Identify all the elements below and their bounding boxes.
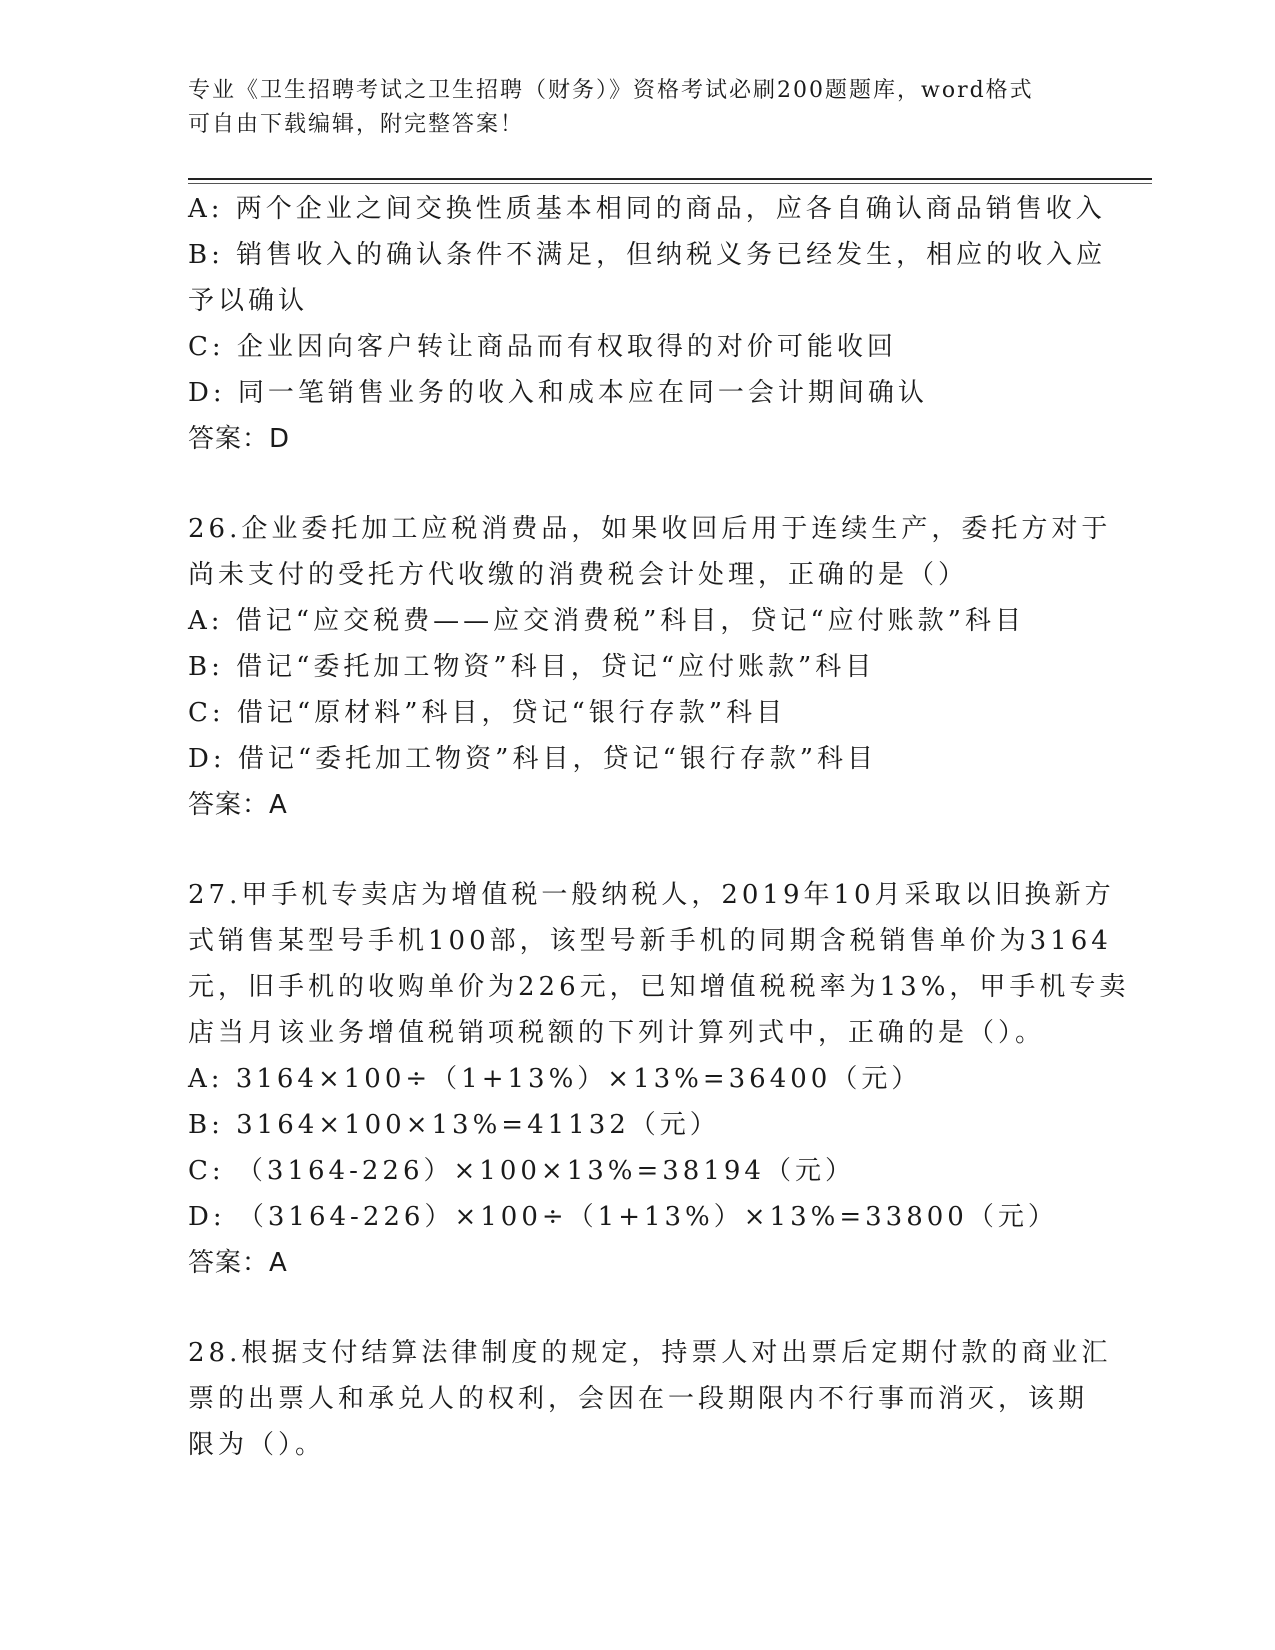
q26-option-c: C: 借记“原材料”科目，贷记“银行存款”科目 bbox=[188, 698, 787, 728]
q25-answer: 答案：D bbox=[188, 424, 291, 454]
question-26-block bbox=[188, 506, 1112, 828]
q27-question-line-3: 元，旧手机的收购单价为226元，已知增值税税率为13%，甲手机专卖 bbox=[188, 972, 1130, 1002]
q26-question-line-1: 26.企业委托加工应税消费品，如果收回后用于连续生产，委托方对于 bbox=[188, 514, 1112, 544]
q25-option-c: C: 企业因向客户转让商品而有权取得的对价可能收回 bbox=[188, 332, 897, 362]
header-line-2: 可自由下载编辑，附完整答案！ bbox=[188, 112, 525, 137]
q25-option-d: D: 同一笔销售业务的收入和成本应在同一会计期间确认 bbox=[188, 378, 928, 408]
q25-option-b: B: 销售收入的确认条件不满足，但纳税义务已经发生，相应的收入应 bbox=[188, 240, 1107, 270]
q25-option-a: A: 两个企业之间交换性质基本相同的商品，应各自确认商品销售收入 bbox=[188, 194, 1106, 224]
q27-option-d: D: （3164-226）×100÷（1+13%）×13%=33800（元） bbox=[188, 1202, 1058, 1232]
header-line-1: 专业《卫生招聘考试之卫生招聘（财务）》资格考试必刷200题题库，word格式 bbox=[188, 78, 1034, 103]
document-header bbox=[188, 74, 1068, 142]
q25-option-b-cont: 予以确认 bbox=[188, 286, 309, 316]
q28-question-line-1: 28.根据支付结算法律制度的规定，持票人对出票后定期付款的商业汇 bbox=[188, 1338, 1112, 1368]
question-27-block bbox=[188, 872, 1130, 1286]
q26-option-a: A: 借记“应交税费——应交消费税”科目，贷记“应付账款”科目 bbox=[188, 606, 1025, 636]
q27-question-line-2: 式销售某型号手机100部，该型号新手机的同期含税销售单价为3164 bbox=[188, 926, 1112, 956]
spacer bbox=[188, 828, 1088, 872]
q27-answer: 答案：A bbox=[188, 1248, 288, 1278]
q28-question-line-3: 限为（）。 bbox=[188, 1430, 326, 1460]
spacer bbox=[188, 1286, 1088, 1330]
header-divider-thick bbox=[188, 178, 1152, 180]
q27-question-line-1: 27.甲手机专卖店为增值税一般纳税人，2019年10月采取以旧换新方 bbox=[188, 880, 1115, 910]
document-body bbox=[188, 186, 1130, 1468]
q26-option-d: D: 借记“委托加工物资”科目，贷记“银行存款”科目 bbox=[188, 744, 878, 774]
question-28-block bbox=[188, 1330, 1112, 1468]
spacer bbox=[188, 462, 1088, 506]
q28-question-line-2: 票的出票人和承兑人的权利，会因在一段期限内不行事而消灭，该期 bbox=[188, 1384, 1089, 1414]
question-25-block bbox=[188, 186, 1107, 462]
q26-question-line-2: 尚未支付的受托方代收缴的消费税会计处理，正确的是（） bbox=[188, 560, 969, 590]
q27-option-a: A: 3164×100÷（1+13%）×13%=36400（元） bbox=[188, 1064, 922, 1094]
q26-answer: 答案：A bbox=[188, 790, 288, 820]
q26-option-b: B: 借记“委托加工物资”科目，贷记“应付账款”科目 bbox=[188, 652, 876, 682]
header-divider-thin bbox=[188, 183, 1152, 184]
q27-option-b: B: 3164×100×13%=41132（元） bbox=[188, 1110, 720, 1140]
q27-option-c: C: （3164-226）×100×13%=38194（元） bbox=[188, 1156, 855, 1186]
q27-question-line-4: 店当月该业务增值税销项税额的下列计算列式中，正确的是（）。 bbox=[188, 1018, 1046, 1048]
